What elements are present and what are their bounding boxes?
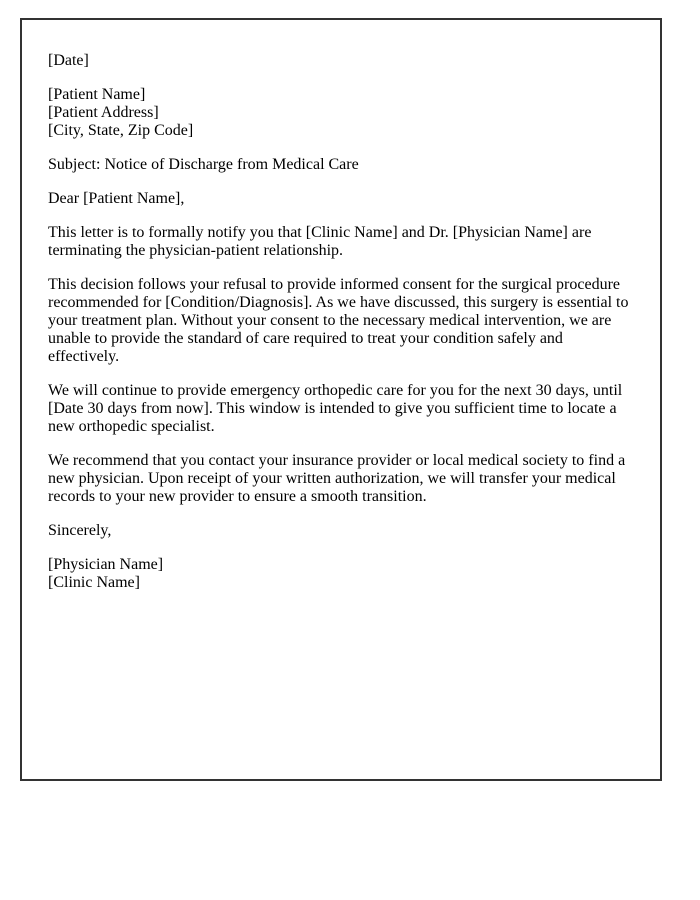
salutation-line: Dear [Patient Name], — [48, 190, 185, 207]
body-paragraph-4: We recommend that you contact your insurance provider or local medical society to find a new physician. Upon receipt of your written authorization, we will transfer your medical records to your new provider to ensure a smooth transition. — [48, 452, 626, 505]
signature-block — [48, 556, 634, 592]
signature-physician-name: [Physician Name] — [48, 556, 164, 573]
recipient-address: [Patient Address] — [48, 104, 159, 121]
body-paragraph-3: We will continue to provide emergency orthopedic care for you for the next 30 days, until [Date 30 days from now]. This window is intended to give you sufficient time to locate a new orthopedic specialist. — [48, 382, 623, 435]
date-line: [Date] — [48, 52, 89, 69]
closing-line: Sincerely, — [48, 522, 112, 539]
subject-line: Subject: Notice of Discharge from Medical Care — [48, 156, 359, 173]
recipient-block — [48, 86, 634, 140]
letter-page — [20, 18, 662, 781]
recipient-name: [Patient Name] — [48, 86, 146, 103]
signature-clinic-name: [Clinic Name] — [48, 574, 140, 591]
recipient-city-state-zip: [City, State, Zip Code] — [48, 122, 194, 139]
body-paragraph-1: This letter is to formally notify you that [Clinic Name] and Dr. [Physician Name] are terminating the physician-patient relationship. — [48, 224, 592, 259]
body-paragraph-2: This decision follows your refusal to provide informed consent for the surgical procedure recommended for [Condition/Diagnosis]. As we have discussed, this surgery is essential to your treatment plan. Without your consent to the necessary medical intervention, we are unable to provide the standard of care required to treat your condition safely and effectively. — [48, 276, 629, 365]
